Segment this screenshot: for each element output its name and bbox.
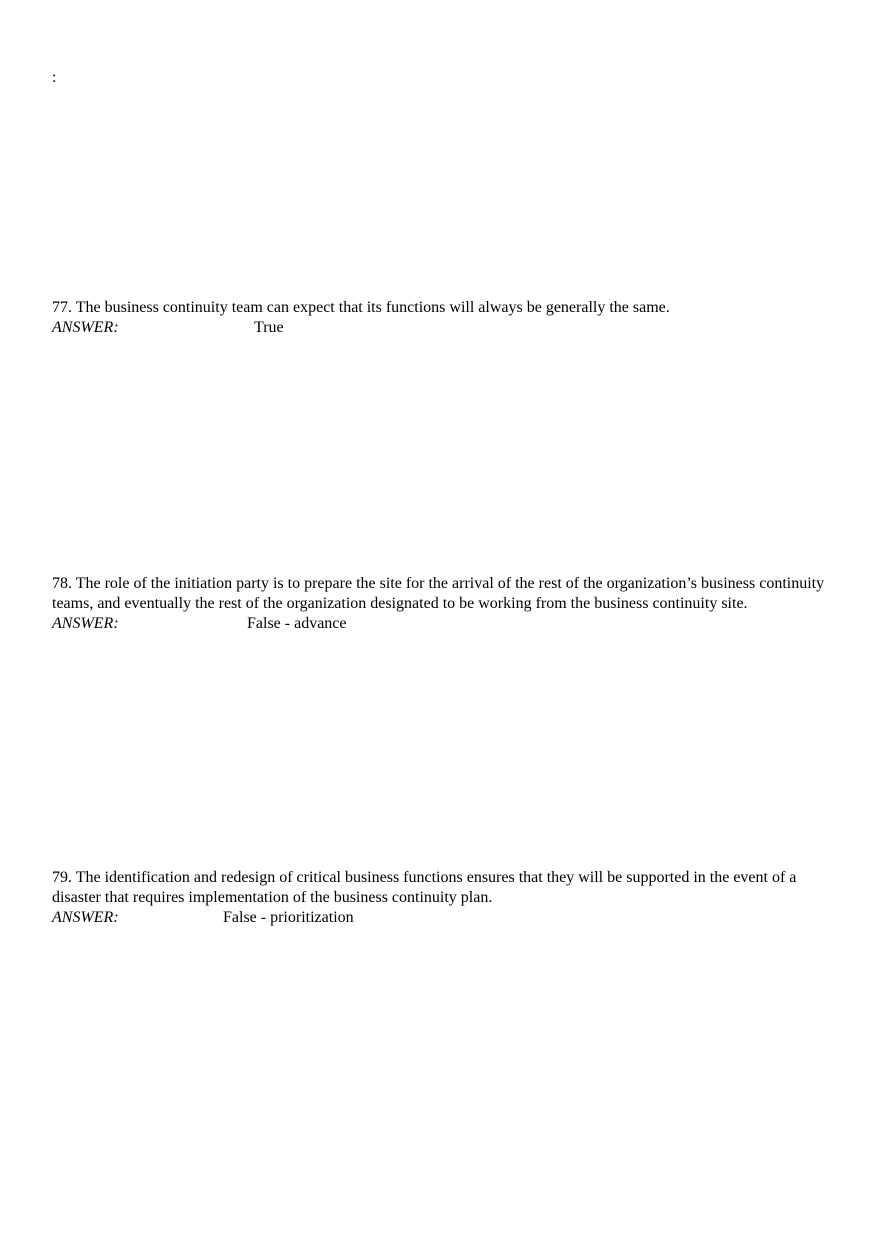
question-text: 79. The identification and redesign of critical business functions ensures that they will be supported in the event of a disaster that requires implementation of the business continuity plan. bbox=[52, 869, 797, 906]
question-77 bbox=[52, 298, 842, 338]
question-text: 77. The business continuity team can expect that its functions will always be generally the same. bbox=[52, 299, 670, 316]
answer-label: ANSWER: bbox=[52, 319, 119, 336]
question-78 bbox=[52, 574, 852, 634]
stray-colon: : bbox=[52, 69, 57, 86]
answer-line bbox=[52, 908, 812, 928]
answer-value: True bbox=[254, 319, 284, 336]
answer-label: ANSWER: bbox=[52, 615, 119, 632]
question-text: 78. The role of the initiation party is to prepare the site for the arrival of the rest of the organization’s business continuity teams, and eventually the rest of the organization designated to be working from the business continuity site. bbox=[52, 575, 825, 612]
answer-value: False - advance bbox=[247, 615, 347, 632]
answer-label: ANSWER: bbox=[52, 909, 119, 926]
answer-line bbox=[52, 318, 842, 338]
question-79 bbox=[52, 868, 812, 928]
answer-value: False - prioritization bbox=[223, 909, 354, 926]
answer-line bbox=[52, 614, 852, 634]
